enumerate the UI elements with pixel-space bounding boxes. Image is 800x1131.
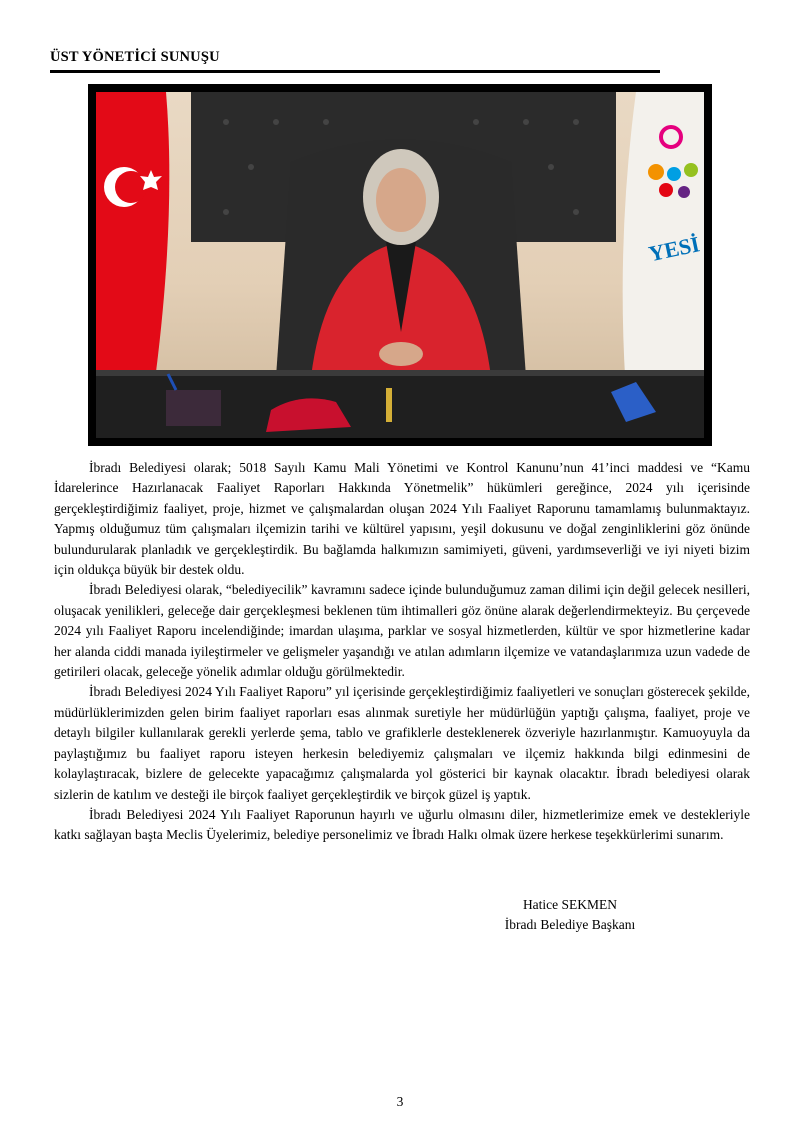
mayor-portrait-illustration (96, 92, 704, 438)
mayor-photo (96, 92, 704, 438)
paragraph-3: İbradı Belediyesi 2024 Yılı Faaliyet Raporu” yıl içerisinde gerçekleştirdiğimiz faaliyetleri ve sonuçları gösterecek şekilde, müdürlüklerimizden gelen birim faaliyet raporları esas alınmak suretiyle her müdürlüğün yaptığı çalışma, faaliyet, proje ve detaylı bilgiler kullanılarak gerekli yerlerde şema, tablo ve grafiklerle desteklenerek özveriyle hazırlanmıştır. Kamuoyuyla da paylaştığımız bu faaliyet raporu isteyen herkesin belediyemiz çalışmaları ve ilçemiz hakkında bilgi edinmesini de kolaylaştıracak, bizlere de gelecekte yapacağımız çalışmalarda yol gösterici bir kaynak olacaktır. İbradı belediyesi olarak sizlerin de katılım ve desteği ile birçok faaliyet gerçekleştirdik ve birçok güzel iş yaptık. (54, 684, 750, 802)
page-heading: ÜST YÖNETİCİ SUNUŞU (50, 49, 220, 65)
pen-holder (166, 390, 221, 426)
signature-block (480, 895, 660, 935)
desk-edge (96, 370, 704, 376)
message-body (54, 458, 750, 846)
hands (379, 342, 423, 366)
page-number: 3 (396, 1094, 404, 1109)
paragraph-1: İbradı Belediyesi olarak; 5018 Sayılı Kamu Mali Yönetimi ve Kontrol Kanunu’nun 41’inci maddesi ve “Kamu İdarelerince Hazırlanacak Faaliyet Raporları Hakkında Yönetmelik” hükümleri gereğince, 2024 yılı içerisinde gerçekleştirdiğimiz faaliyet, proje, hizmet ve çalışmalardan oluşan 2024 Yılı Faaliyet Raporunu tamamlamış bulunmaktayız. Yapmış olduğumuz tüm çalışmaları ilçemizin tarihi ve kültürel yapısını, yeşil dokusunu ve doğal zenginliklerini göz önünde bulundurularak planladık ve gerçekleştirdik. Bu bağlamda halkımızın samimiyeti, güveni, yardımseverliği ve iyi niyeti bizim için oldukça büyük bir destek oldu. (54, 460, 750, 578)
flag-crescent-inner (115, 171, 147, 203)
paragraph-4: İbradı Belediyesi 2024 Yılı Faaliyet Raporunun hayırlı ve uğurlu olmasını diler, hizmetlerimize emek ve destekleriyle katkı sağlayan başta Meclis Üyelerimiz, belediye personelimiz ve İbradı Halkı olmak üzere herkese teşekkürlerimi sunarım. (54, 806, 750, 843)
desk-pen (386, 388, 392, 422)
flag-text: YESİ (646, 231, 702, 267)
paragraph-2: İbradı Belediyesi olarak, “belediyecilik” kavramını sadece içinde bulunduğumuz zaman dilimi için değil gelecek nesilleri, oluşacak yenilikleri, geleceğe dair gerçekleşmesi beklenen tüm ihtimalleri göz önüne alarak değerlendirmekteyiz. Bu çerçevede 2024 yılı Faaliyet Raporu incelendiğinde; imardan ulaşıma, parklar ve sosyal hizmetlerden, kültür ve spor hizmetlerine kadar her alanda ciddi manada iyileştirmeler ve gelişmeler yaşandığı ve atılan adımların ilçemize ve vatandaşlarımıza uzun vadede de getirileri olacak, geleceğe yönelik adımlar olduğu görülmektedir. (54, 582, 750, 680)
mayor-photo-frame (88, 84, 712, 446)
signer-name: Hatice SEKMEN (522, 897, 618, 912)
signer-title: İbradı Belediye Başkanı (504, 917, 636, 932)
heading-underline (50, 70, 660, 73)
face (376, 168, 426, 232)
turkish-flag (96, 92, 169, 372)
